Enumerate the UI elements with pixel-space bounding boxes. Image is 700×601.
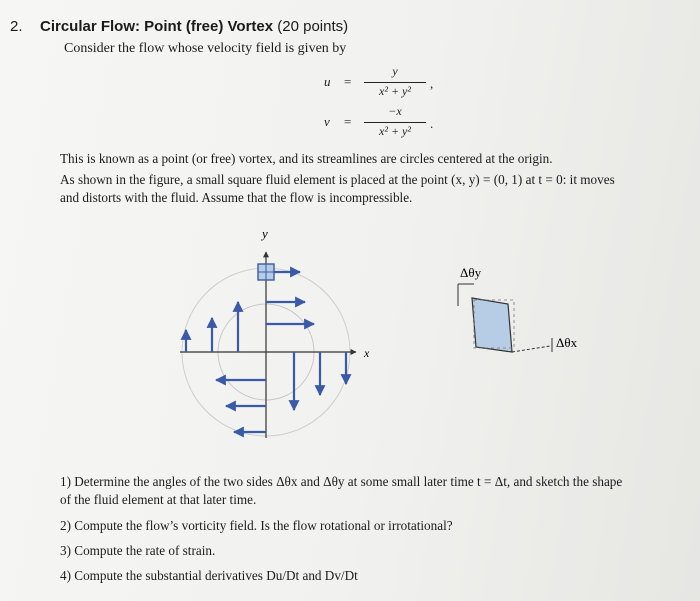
theta-y-label: Δθy	[460, 265, 482, 280]
v-punct: .	[430, 116, 434, 131]
task-2: 2) Compute the flow’s vorticity field. Is the flow rotational or irrotational?	[60, 518, 453, 533]
v-fraction-bar	[364, 122, 426, 123]
u-numerator: y	[392, 64, 398, 78]
theta-x-label: Δθx	[556, 335, 578, 350]
task-4: 4) Compute the substantial derivatives Du/Dt and Dv/Dt	[60, 568, 358, 583]
paragraph-line-1: This is known as a point (or free) vortex, and its streamlines are circles centered at the origin.	[60, 151, 553, 166]
v-denominator: x² + y²	[379, 124, 411, 138]
u-denominator: x² + y²	[379, 84, 411, 98]
task-1-line-2: of the fluid element at that later time.	[60, 492, 257, 507]
u-symbol: u	[324, 74, 331, 89]
fluid-element-deformed	[472, 298, 512, 352]
x-axis-label: x	[364, 346, 370, 360]
paragraph-line-2: As shown in the figure, a small square fluid element is placed at the point (x, y) = (0, 1) at t = 0: it moves	[60, 172, 615, 187]
velocity-arrows-down	[294, 352, 346, 410]
question-intro: Consider the flow whose velocity field is given by	[64, 41, 347, 56]
v-equals: =	[344, 114, 352, 129]
y-axis-label: y	[262, 226, 268, 241]
question-points: (20 points)	[277, 18, 349, 35]
question-title	[40, 18, 348, 35]
question-title-bold: Circular Flow: Point (free) Vortex	[40, 18, 274, 35]
v-symbol: v	[324, 114, 330, 129]
u-fraction-bar	[364, 82, 426, 83]
paragraph-line-3: and distorts with the fluid. Assume that the flow is incompressible.	[60, 190, 413, 205]
v-numerator: −x	[388, 104, 402, 118]
u-equals: =	[344, 74, 352, 89]
vortex-figure	[0, 210, 700, 460]
question-number: 2.	[10, 18, 23, 35]
u-punct: ,	[430, 76, 434, 91]
task-1-line-1: 1) Determine the angles of the two sides Δθx and Δθy at some small later time t = Δt, and sketch the shape	[60, 474, 623, 489]
task-3: 3) Compute the rate of strain.	[60, 543, 216, 558]
